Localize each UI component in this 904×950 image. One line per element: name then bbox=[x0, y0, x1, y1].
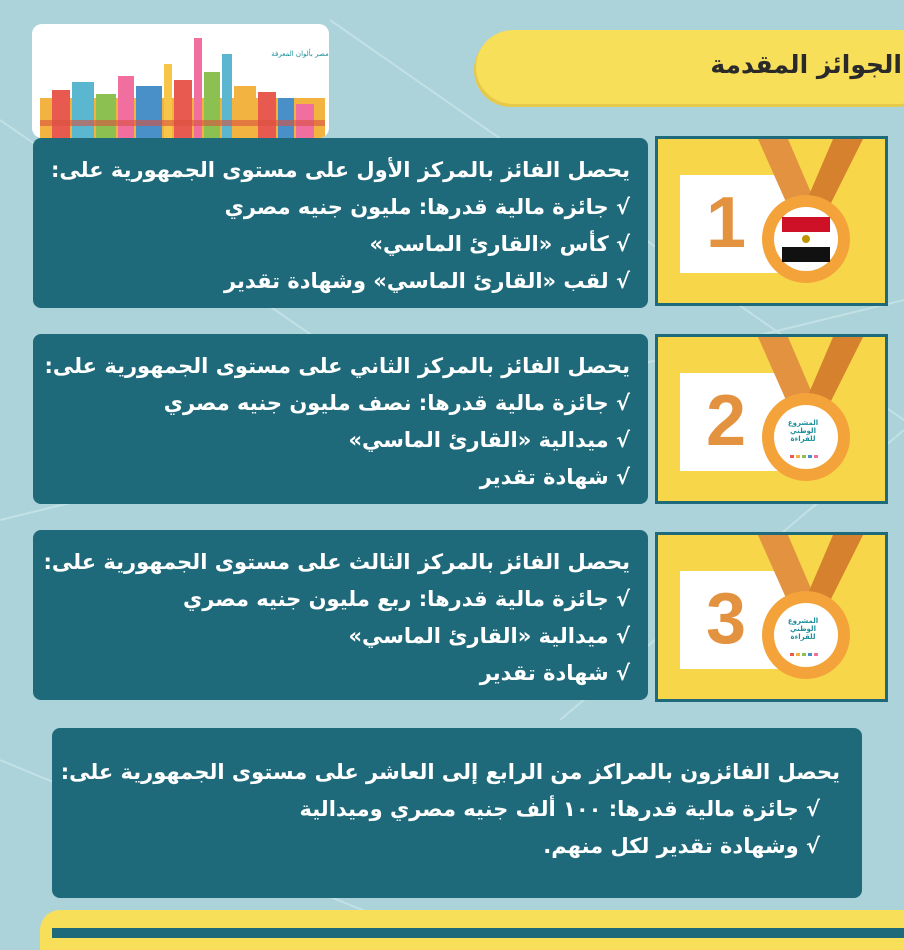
check-icon: √ bbox=[615, 195, 630, 219]
check-icon: √ bbox=[615, 428, 630, 452]
bottom-strip bbox=[52, 928, 904, 938]
list-item: √ جائزة مالية قدرها: نصف مليون جنيه مصري bbox=[163, 391, 630, 415]
second-place-box bbox=[33, 334, 648, 504]
fourth-to-tenth-box bbox=[52, 728, 862, 898]
check-icon: √ bbox=[615, 587, 630, 611]
medal-icon bbox=[658, 535, 891, 705]
egypt-flag-icon bbox=[782, 217, 830, 262]
check-icon: √ bbox=[805, 834, 820, 858]
check-icon: √ bbox=[615, 465, 630, 489]
third-place-intro: يحصل الفائز بالمركز الثالث على مستوى الجمهورية على: bbox=[43, 550, 630, 574]
list-item: √ جائزة مالية قدرها: ١٠٠ ألف جنيه مصري وميدالية bbox=[299, 797, 820, 821]
others-intro: يحصل الفائزون بالمراكز من الرابع إلى العاشر على مستوى الجمهورية على: bbox=[60, 760, 840, 784]
list-item: √ جائزة مالية قدرها: مليون جنيه مصري bbox=[224, 195, 630, 219]
check-icon: √ bbox=[805, 797, 820, 821]
rank-number: 3 bbox=[706, 579, 747, 659]
city-skyline-logo bbox=[32, 24, 329, 138]
list-item: √ كأس «القارئ الماسي» bbox=[369, 232, 630, 256]
list-item: √ شهادة تقدير bbox=[479, 661, 630, 685]
list-item: √ ميدالية «القارئ الماسي» bbox=[348, 428, 630, 452]
check-icon: √ bbox=[615, 269, 630, 293]
third-place-box bbox=[33, 530, 648, 700]
second-place-intro: يحصل الفائز بالمركز الثاني على مستوى الجمهورية على: bbox=[44, 354, 630, 378]
medal-icon bbox=[658, 337, 891, 507]
reading-project-logo: المشروع الوطني للقراءة bbox=[787, 419, 819, 443]
check-icon: √ bbox=[615, 661, 630, 685]
third-place-medal-card bbox=[655, 532, 888, 702]
list-item: √ جائزة مالية قدرها: ربع مليون جنيه مصري bbox=[182, 587, 630, 611]
check-icon: √ bbox=[615, 391, 630, 415]
page-title-banner bbox=[476, 30, 904, 104]
list-item: √ ميدالية «القارئ الماسي» bbox=[348, 624, 630, 648]
list-item: √ وشهادة تقدير لكل منهم. bbox=[543, 834, 820, 858]
logo-card bbox=[32, 24, 329, 138]
rank-number: 1 bbox=[706, 183, 747, 263]
check-icon: √ bbox=[615, 624, 630, 648]
list-item: √ شهادة تقدير bbox=[479, 465, 630, 489]
first-place-intro: يحصل الفائز بالمركز الأول على مستوى الجمهورية على: bbox=[51, 158, 630, 182]
first-place-medal-card bbox=[655, 136, 888, 306]
check-icon: √ bbox=[615, 232, 630, 256]
medal-icon bbox=[658, 139, 891, 309]
rank-number: 2 bbox=[706, 381, 747, 461]
list-item: √ لقب «القارئ الماسي» وشهادة تقدير bbox=[223, 269, 630, 293]
first-place-box bbox=[33, 138, 648, 308]
logo-caption: مصر بألوان المعرفة bbox=[271, 50, 329, 58]
page-title: الجوائز المقدمة bbox=[710, 50, 902, 79]
reading-project-logo: المشروع الوطني للقراءة bbox=[787, 617, 819, 641]
second-place-medal-card bbox=[655, 334, 888, 504]
